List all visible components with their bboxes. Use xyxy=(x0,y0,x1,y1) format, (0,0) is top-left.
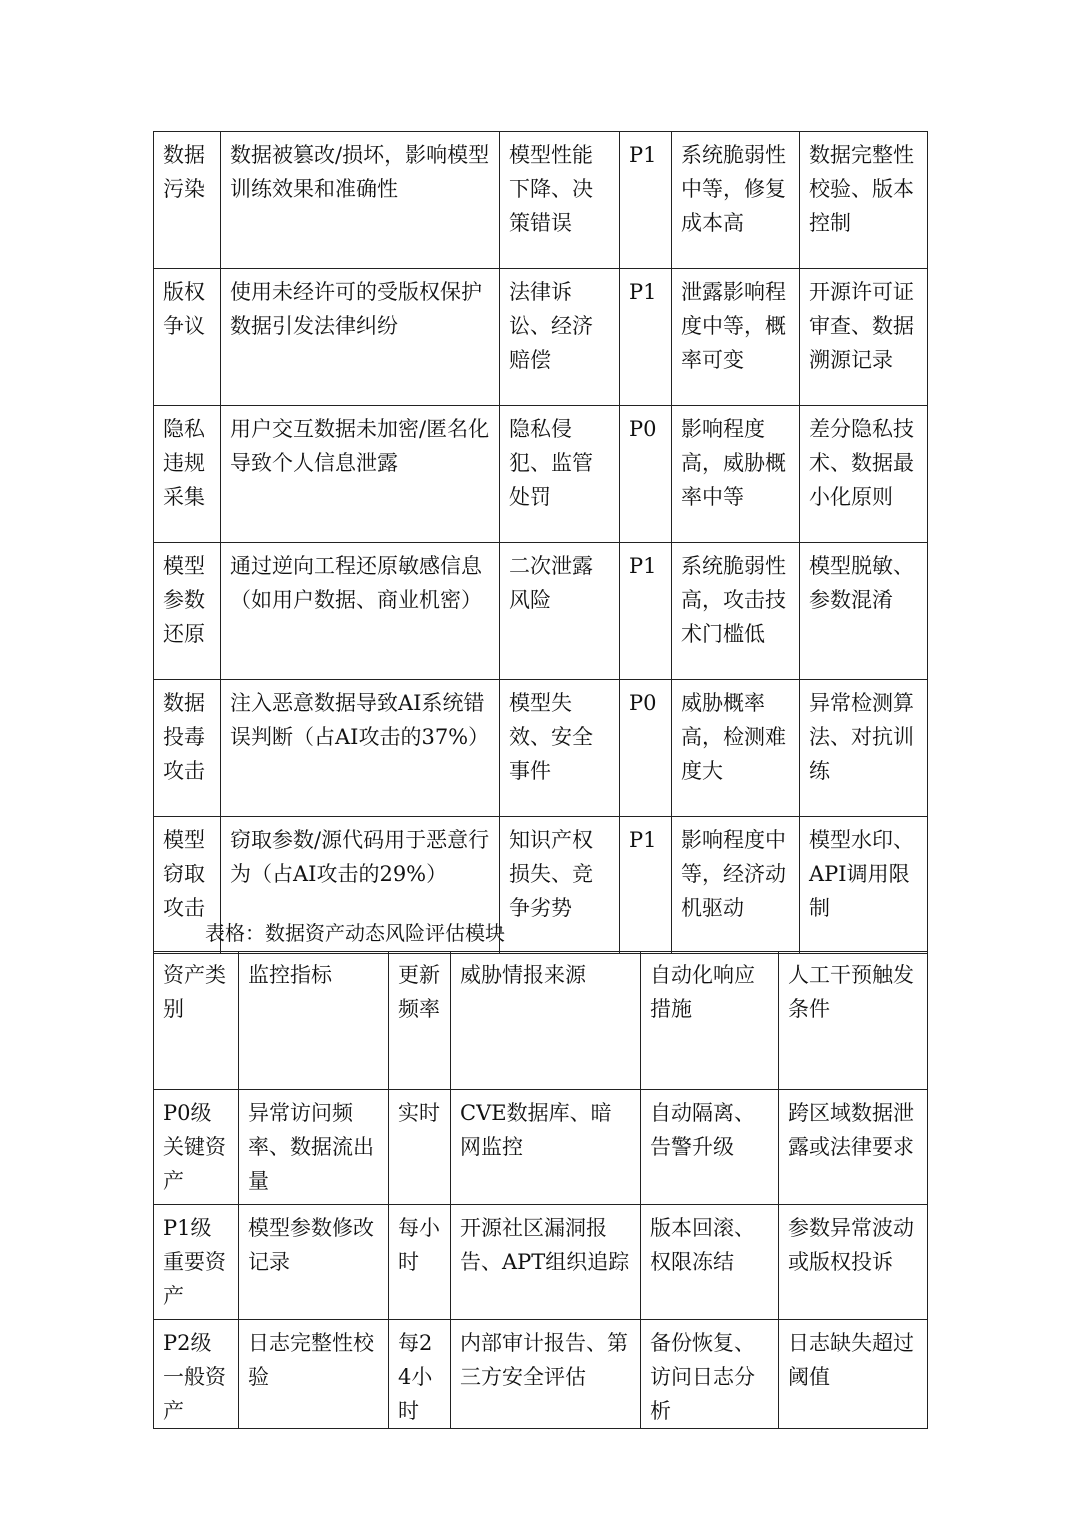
risk-description: 窃取参数/源代码用于恶意行为（占AI攻击的29%） xyxy=(221,817,500,954)
risk-measures: 数据完整性校验、版本控制 xyxy=(800,132,928,269)
indicator: 模型参数修改记录 xyxy=(239,1205,389,1320)
risk-description: 注入恶意数据导致AI系统错误判断（占AI攻击的37%） xyxy=(221,680,500,817)
auto-response: 自动隔离、告警升级 xyxy=(641,1090,779,1205)
manual-trigger: 参数异常波动或版权投诉 xyxy=(779,1205,928,1320)
frequency: 实时 xyxy=(389,1090,451,1205)
risk-measures: 差分隐私技术、数据最小化原则 xyxy=(800,406,928,543)
frequency: 每小时 xyxy=(389,1205,451,1320)
risk-impact: 法律诉讼、经济赔偿 xyxy=(500,269,620,406)
header-asset-category: 资产类别 xyxy=(154,952,239,1090)
header-indicator: 监控指标 xyxy=(239,952,389,1090)
risk-level: P0 xyxy=(620,406,672,543)
risk-name: 隐私违规采集 xyxy=(154,406,221,543)
risk-level: P0 xyxy=(620,680,672,817)
risk-impact: 模型失效、安全事件 xyxy=(500,680,620,817)
manual-trigger: 跨区域数据泄露或法律要求 xyxy=(779,1090,928,1205)
table-row xyxy=(154,680,928,817)
auto-response: 备份恢复、访问日志分析 xyxy=(641,1320,779,1429)
risk-basis: 影响程度中等，经济动机驱动 xyxy=(672,817,800,954)
manual-trigger: 日志缺失超过阈值 xyxy=(779,1320,928,1429)
header-threat-source: 威胁情报来源 xyxy=(451,952,641,1090)
risk-basis: 泄露影响程度中等，概率可变 xyxy=(672,269,800,406)
risk-measures: 开源许可证审查、数据溯源记录 xyxy=(800,269,928,406)
risk-name: 数据污染 xyxy=(154,132,221,269)
risk-description: 使用未经许可的受版权保护数据引发法律纠纷 xyxy=(221,269,500,406)
risk-impact: 知识产权损失、竞争劣势 xyxy=(500,817,620,954)
risk-measures: 异常检测算法、对抗训练 xyxy=(800,680,928,817)
table-row xyxy=(154,1090,928,1205)
risk-description: 用户交互数据未加密/匿名化导致个人信息泄露 xyxy=(221,406,500,543)
table-row xyxy=(154,132,928,269)
threat-source: 内部审计报告、第三方安全评估 xyxy=(451,1320,641,1429)
risk-description: 通过逆向工程还原敏感信息（如用户数据、商业机密） xyxy=(221,543,500,680)
threat-source: CVE数据库、暗网监控 xyxy=(451,1090,641,1205)
risk-measures: 模型脱敏、参数混淆 xyxy=(800,543,928,680)
risk-impact: 隐私侵犯、监管处罚 xyxy=(500,406,620,543)
risk-measures: 模型水印、API调用限制 xyxy=(800,817,928,954)
header-manual-trigger: 人工干预触发条件 xyxy=(779,952,928,1090)
table-row xyxy=(154,543,928,680)
header-frequency: 更新频率 xyxy=(389,952,451,1090)
risk-basis: 系统脆弱性高，攻击技术门槛低 xyxy=(672,543,800,680)
risk-basis: 影响程度高，威胁概率中等 xyxy=(672,406,800,543)
risk-level: P1 xyxy=(620,132,672,269)
monitor-table xyxy=(153,951,928,1429)
risk-level: P1 xyxy=(620,817,672,954)
risk-name: 数据投毒攻击 xyxy=(154,680,221,817)
risk-impact: 模型性能下降、决策错误 xyxy=(500,132,620,269)
indicator: 异常访问频率、数据流出量 xyxy=(239,1090,389,1205)
risk-table xyxy=(153,131,928,954)
auto-response: 版本回滚、权限冻结 xyxy=(641,1205,779,1320)
asset-category: P0级关键资产 xyxy=(154,1090,239,1205)
risk-impact: 二次泄露风险 xyxy=(500,543,620,680)
risk-name: 版权争议 xyxy=(154,269,221,406)
risk-basis: 威胁概率高，检测难度大 xyxy=(672,680,800,817)
table-row xyxy=(154,406,928,543)
table-caption: 表格：数据资产动态风险评估模块 xyxy=(205,921,505,945)
header-auto-response: 自动化响应措施 xyxy=(641,952,779,1090)
indicator: 日志完整性校验 xyxy=(239,1320,389,1429)
table-row xyxy=(154,1205,928,1320)
risk-description: 数据被篡改/损坏，影响模型训练效果和准确性 xyxy=(221,132,500,269)
risk-basis: 系统脆弱性中等，修复成本高 xyxy=(672,132,800,269)
asset-category: P2级一般资产 xyxy=(154,1320,239,1429)
risk-name: 模型参数还原 xyxy=(154,543,221,680)
frequency: 每24小时 xyxy=(389,1320,451,1429)
risk-level: P1 xyxy=(620,543,672,680)
risk-level: P1 xyxy=(620,269,672,406)
threat-source: 开源社区漏洞报告、APT组织追踪 xyxy=(451,1205,641,1320)
table-row xyxy=(154,269,928,406)
asset-category: P1级重要资产 xyxy=(154,1205,239,1320)
table-row xyxy=(154,1320,928,1429)
risk-name: 模型窃取攻击 xyxy=(154,817,221,954)
table-header-row xyxy=(154,952,928,1090)
